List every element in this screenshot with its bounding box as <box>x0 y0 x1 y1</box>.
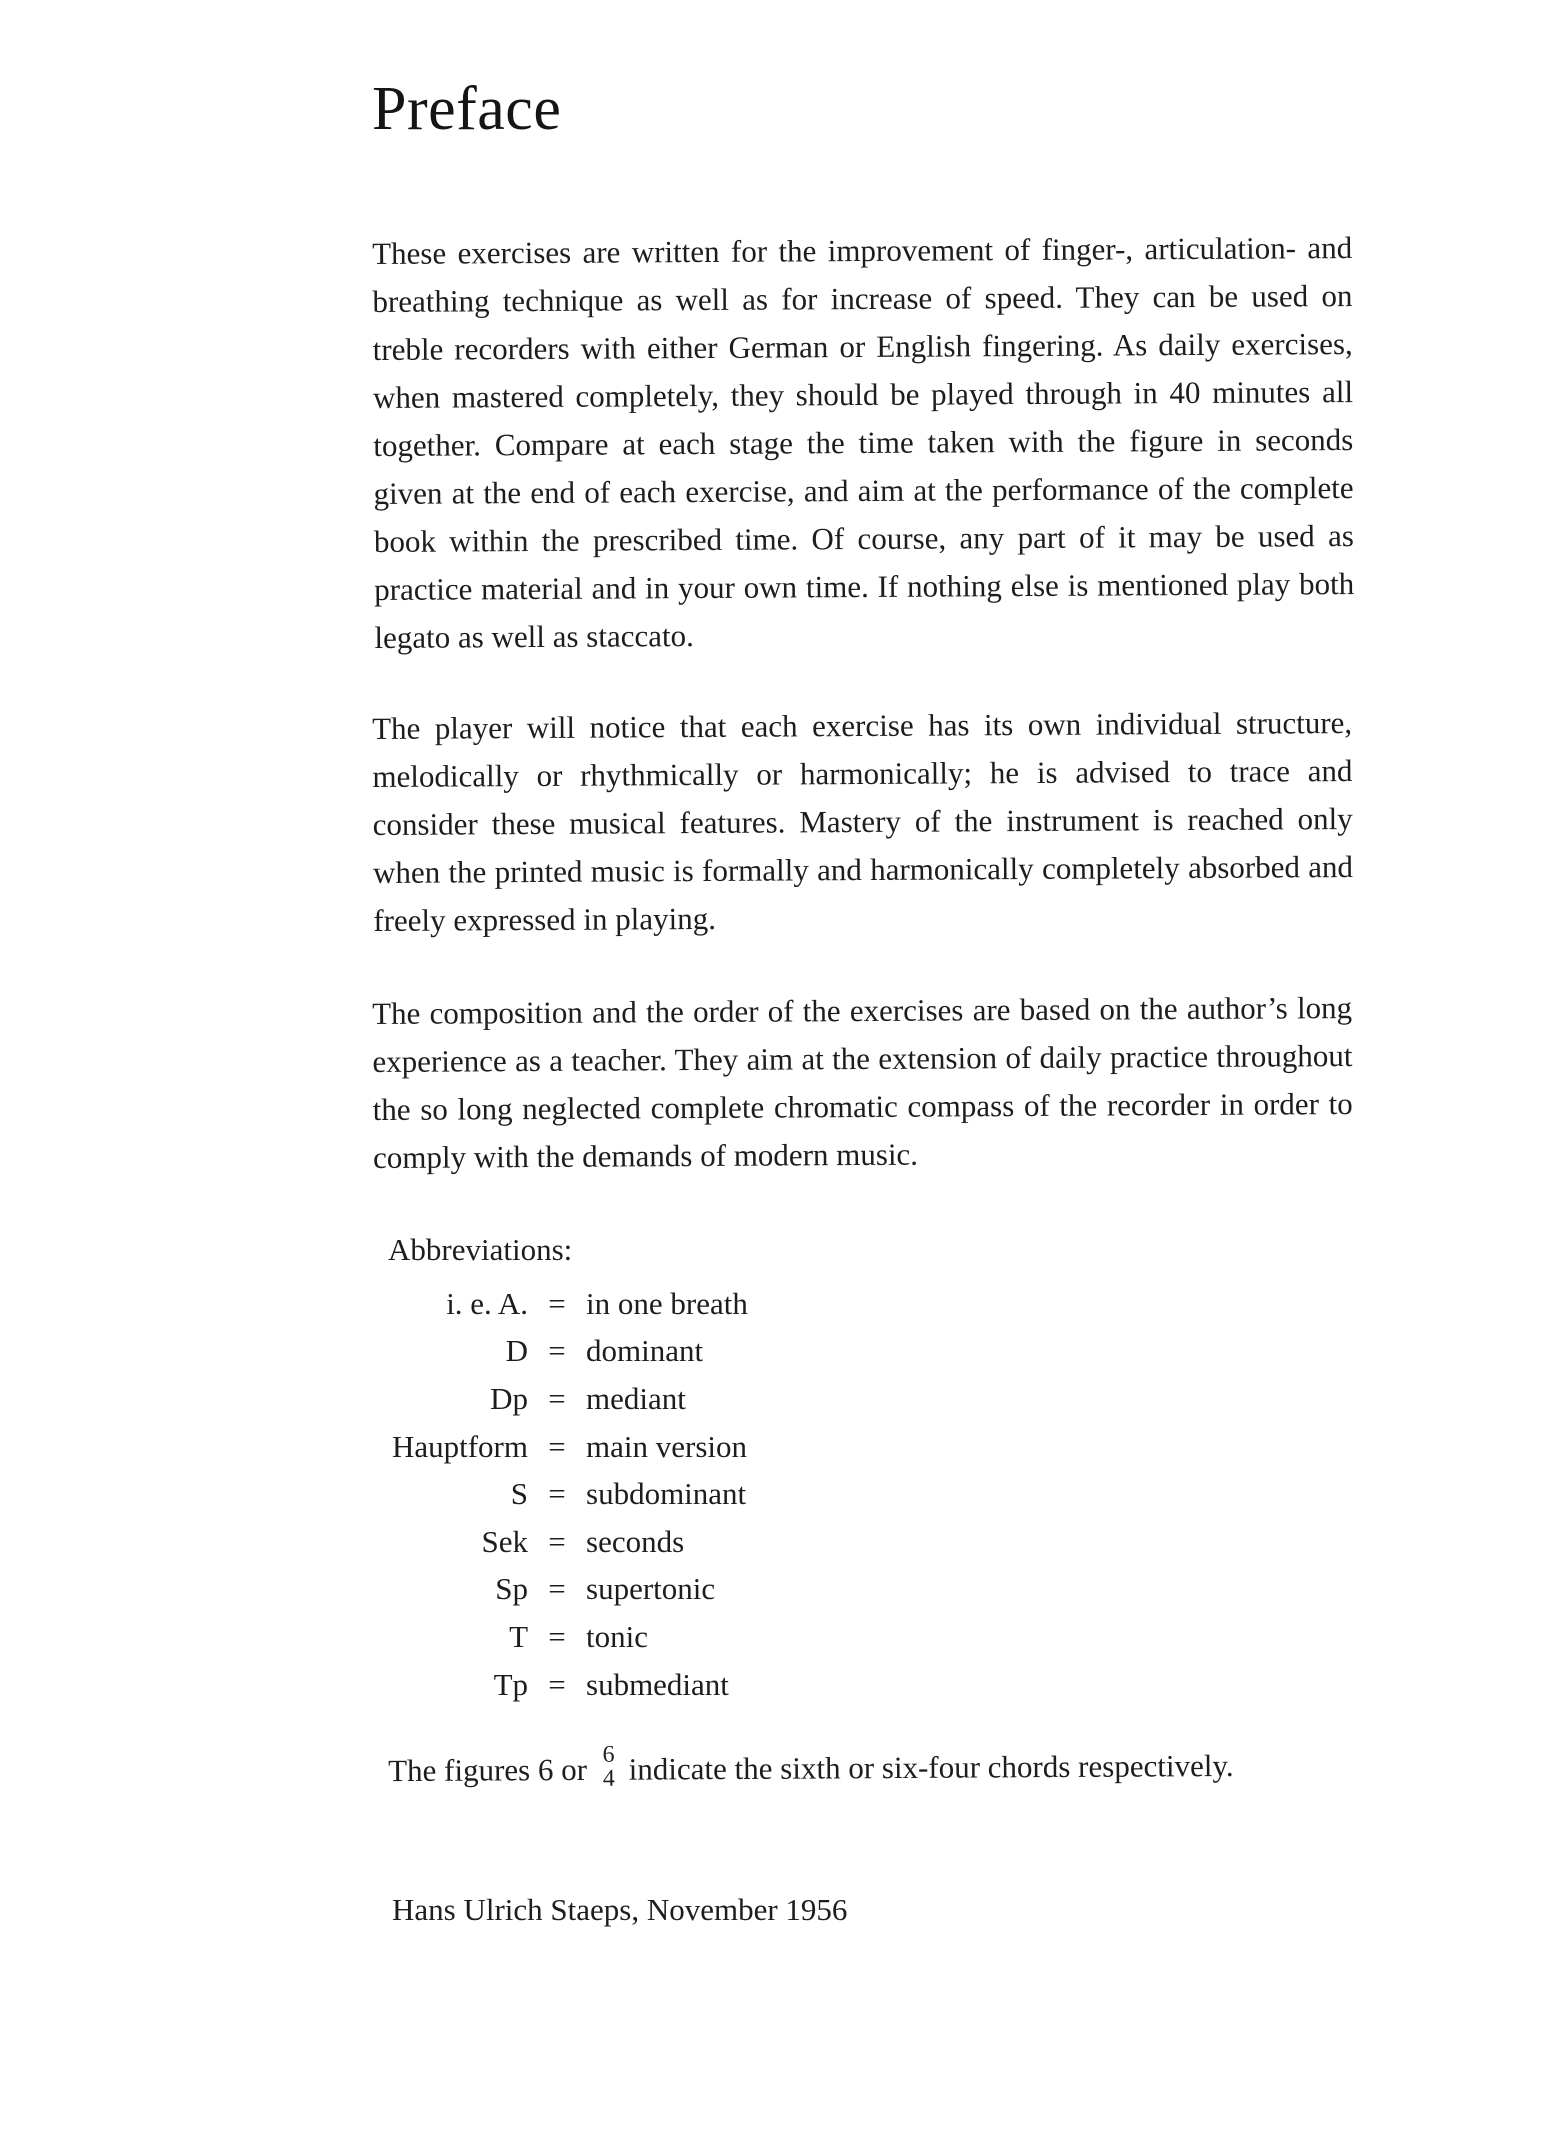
abbreviation-meaning: mediant <box>586 1380 686 1416</box>
abbreviation-meaning: tonic <box>586 1618 648 1654</box>
abbreviation-term: Sp <box>495 1571 528 1607</box>
abbreviation-term: i. e. A. <box>446 1285 528 1321</box>
abbreviation-row <box>380 1280 748 1328</box>
abbreviation-row <box>380 1661 748 1709</box>
equals-sign: = <box>548 1380 566 1416</box>
paragraph-2: The player will notice that each exercise has its own individual structure, melodically or rhythmically or harmonically; he is advised to trace and consider these musical features. Mastery of the instrument is reached only when the printed music is formally and harmonically completely absorbed and freely expressed in playing. <box>372 705 1354 938</box>
abbreviation-row <box>380 1518 748 1566</box>
abbreviation-row <box>380 1470 748 1518</box>
abbreviation-row <box>380 1423 748 1471</box>
equals-sign: = <box>548 1285 566 1321</box>
abbreviation-meaning: dominant <box>586 1333 704 1369</box>
figure-bottom: 4 <box>602 1765 615 1792</box>
equals-sign: = <box>548 1476 566 1512</box>
page-title: Preface <box>372 75 562 143</box>
figures-note-suffix: indicate the sixth or six-four chords respectively. <box>628 1747 1234 1787</box>
abbreviation-term: Tp <box>493 1666 528 1702</box>
equals-sign: = <box>548 1618 566 1654</box>
abbreviation-row <box>380 1566 748 1614</box>
equals-sign: = <box>548 1333 566 1369</box>
abbreviation-term: Sek <box>481 1523 528 1559</box>
abbreviations-table <box>380 1280 748 1708</box>
paragraph-1: These exercises are written for the improvement of finger-, articulation- and breathing technique as well as for increase of speed. They can be used on treble recorders with either German or English fingering. As daily exercises, when mastered completely, they should be played through in 40 minutes all together. Compare at each stage the time taken with the figure in seconds given at the end of each exercise, and aim at the performance of the complete book within the prescribed time. Of course, any part of it may be used as practice material and in your own time. If nothing else is mentioned play both legato as well as staccato. <box>372 230 1355 655</box>
abbreviation-meaning: supertonic <box>586 1571 716 1607</box>
six-four-figure <box>603 1743 615 1791</box>
abbreviation-row <box>380 1375 748 1423</box>
paragraph-3: The composition and the order of the exercises are based on the author’s long experience as a teacher. They aim at the extension of daily practice throughout the so long neglected complete chromatic compass of the recorder in order to comply with the demands of modern music. <box>372 990 1353 1175</box>
abbreviation-term: S <box>510 1476 528 1512</box>
abbreviation-meaning: seconds <box>586 1523 685 1559</box>
equals-sign: = <box>548 1571 566 1607</box>
abbreviation-term: Dp <box>490 1380 528 1416</box>
abbreviation-meaning: main version <box>586 1428 747 1464</box>
figures-note-prefix: The figures 6 or <box>388 1751 595 1789</box>
abbreviations-heading: Abbreviations: <box>388 1232 573 1267</box>
abbreviation-meaning: submediant <box>586 1666 729 1702</box>
abbreviation-row <box>380 1613 748 1661</box>
abbreviation-term: Hauptform <box>391 1428 528 1464</box>
abbreviation-term: D <box>505 1333 528 1369</box>
equals-sign: = <box>548 1666 566 1702</box>
abbreviation-row <box>380 1328 748 1376</box>
abbreviation-term: T <box>509 1618 528 1654</box>
equals-sign: = <box>548 1428 566 1464</box>
figures-note <box>388 1741 1234 1798</box>
abbreviation-meaning: in one breath <box>586 1285 748 1321</box>
author-signature-line: Hans Ulrich Staeps, November 1956 <box>392 1892 848 1927</box>
equals-sign: = <box>548 1523 566 1559</box>
abbreviation-meaning: subdominant <box>586 1476 747 1512</box>
figure-top: 6 <box>602 1741 615 1768</box>
